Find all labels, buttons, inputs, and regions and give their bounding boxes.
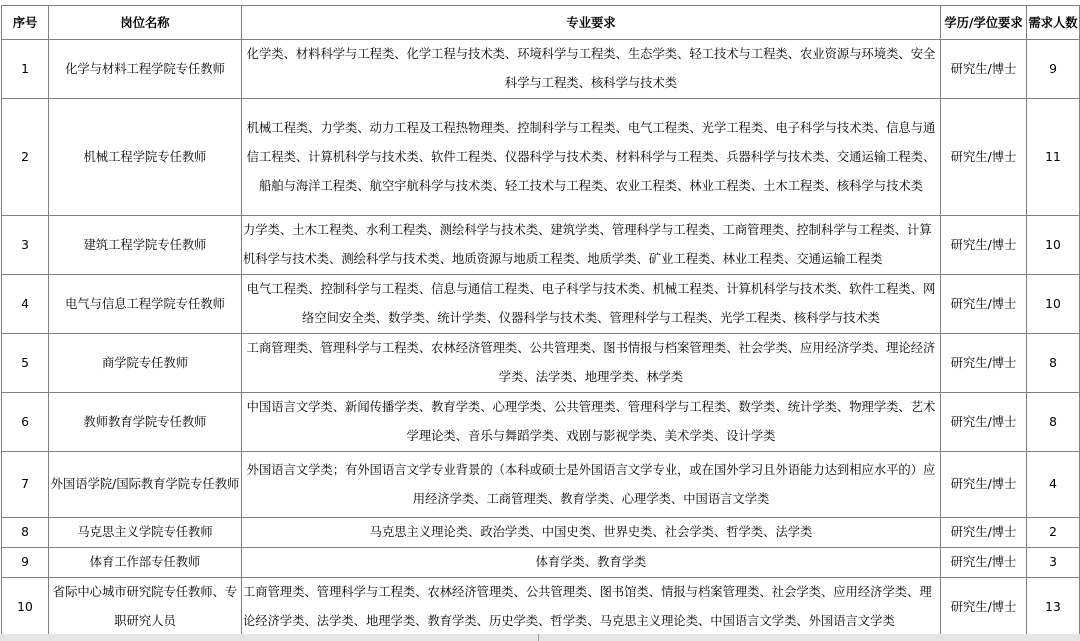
row-major: 马克思主义理论类、政治学类、中国史类、世界史类、社会学类、哲学类、法学类: [242, 518, 941, 548]
row-major: 机械工程类、力学类、动力工程及工程热物理类、控制科学与工程类、电气工程类、光学工程类、电子科学与技术类、信息与通信工程类、计算机科学与技术类、软件工程类、仪器科学与技术类、材料科学与工程类、兵器科学与技术类、交通运输工程类、船舶与海洋工程类、航空宇航科学与技术类、轻工技术与工程类、农业工程类、林业工程类、土木工程类、核科学与技术类: [242, 99, 941, 216]
row-no: 9: [2, 548, 49, 578]
row-count: 3: [1027, 548, 1080, 578]
row-major: 体育学类、教育学类: [242, 548, 941, 578]
row-count: 9: [1027, 40, 1080, 99]
row-degree: 研究生/博士: [941, 393, 1027, 452]
row-degree: 研究生/博士: [941, 275, 1027, 334]
row-position: 机械工程学院专任教师: [49, 99, 242, 216]
row-count: 10: [1027, 216, 1080, 275]
row-degree: 研究生/博士: [941, 578, 1027, 637]
row-no: 6: [2, 393, 49, 452]
row-degree: 研究生/博士: [941, 548, 1027, 578]
table-row: [2, 99, 1080, 216]
row-degree: 研究生/博士: [941, 99, 1027, 216]
table-row: [2, 548, 1080, 578]
table-row: [2, 393, 1080, 452]
row-position: 省际中心城市研究院专任教师、专职研究人员: [49, 578, 242, 637]
bottom-scroll-strip: [0, 634, 1080, 641]
table-row: [2, 452, 1080, 518]
row-count: 10: [1027, 275, 1080, 334]
row-major: 工商管理类、管理科学与工程类、农林经济管理类、公共管理类、图书情报与档案管理类、社会学类、应用经济学类、理论经济学类、法学类、地理学类、林学类: [242, 334, 941, 393]
row-position: 外国语学院/国际教育学院专任教师: [49, 452, 242, 518]
row-degree: 研究生/博士: [941, 40, 1027, 99]
row-degree: 研究生/博士: [941, 452, 1027, 518]
row-major: 工商管理类、管理科学与工程类、农林经济管理类、公共管理类、图书馆类、情报与档案管理类、社会学类、应用经济学类、理论经济学类、法学类、地理学类、教育学类、历史学类、哲学类、马克思主义理论类、中国语言文学类、外国语言文学类: [242, 578, 941, 637]
header-row: [2, 6, 1080, 40]
table-row: [2, 216, 1080, 275]
row-count: 8: [1027, 334, 1080, 393]
header-position: 岗位名称: [49, 6, 242, 40]
header-no: 序号: [2, 6, 49, 40]
recruitment-table: [1, 5, 1080, 637]
row-position: 化学与材料工程学院专任教师: [49, 40, 242, 99]
table-row: [2, 334, 1080, 393]
row-count: 8: [1027, 393, 1080, 452]
row-no: 2: [2, 99, 49, 216]
row-no: 5: [2, 334, 49, 393]
table-row: [2, 275, 1080, 334]
row-major: 外国语言文学类；有外国语言文学专业背景的（本科或硕士是外国语言文学专业，或在国外学习且外语能力达到相应水平的）应用经济学类、工商管理类、教育学类、心理学类、中国语言文学类: [242, 452, 941, 518]
table-row: [2, 578, 1080, 637]
row-position: 商学院专任教师: [49, 334, 242, 393]
header-degree: 学历/学位要求: [941, 6, 1027, 40]
row-no: 1: [2, 40, 49, 99]
row-degree: 研究生/博士: [941, 216, 1027, 275]
row-degree: 研究生/博士: [941, 334, 1027, 393]
row-position: 电气与信息工程学院专任教师: [49, 275, 242, 334]
row-position: 教师教育学院专任教师: [49, 393, 242, 452]
row-position: 体育工作部专任教师: [49, 548, 242, 578]
row-count: 4: [1027, 452, 1080, 518]
header-count: 需求人数: [1027, 6, 1080, 40]
row-no: 7: [2, 452, 49, 518]
row-position: 建筑工程学院专任教师: [49, 216, 242, 275]
row-count: 2: [1027, 518, 1080, 548]
row-no: 3: [2, 216, 49, 275]
row-count: 13: [1027, 578, 1080, 637]
row-major: 力学类、土木工程类、水利工程类、测绘科学与技术类、建筑学类、管理科学与工程类、工商管理类、控制科学与工程类、计算机科学与技术类、测绘科学与技术类、地质资源与地质工程类、地质学类、矿业工程类、林业工程类、交通运输工程类: [242, 216, 941, 275]
table-row: [2, 40, 1080, 99]
row-no: 4: [2, 275, 49, 334]
table-row: [2, 518, 1080, 548]
header-major: 专业要求: [242, 6, 941, 40]
row-degree: 研究生/博士: [941, 518, 1027, 548]
row-count: 11: [1027, 99, 1080, 216]
row-position: 马克思主义学院专任教师: [49, 518, 242, 548]
row-no: 10: [2, 578, 49, 637]
row-no: 8: [2, 518, 49, 548]
bottom-divider: [538, 634, 539, 641]
row-major: 化学类、材料科学与工程类、化学工程与技术类、环境科学与工程类、生态学类、轻工技术与工程类、农业资源与环境类、安全科学与工程类、核科学与技术类: [242, 40, 941, 99]
row-major: 中国语言文学类、新闻传播学类、教育学类、心理学类、公共管理类、管理科学与工程类、数学类、统计学类、物理学类、艺术学理论类、音乐与舞蹈学类、戏剧与影视学类、美术学类、设计学类: [242, 393, 941, 452]
row-major: 电气工程类、控制科学与工程类、信息与通信工程类、电子科学与技术类、机械工程类、计算机科学与技术类、软件工程类、网络空间安全类、数学类、统计学类、仪器科学与技术类、管理科学与工程类、光学工程类、核科学与技术类: [242, 275, 941, 334]
